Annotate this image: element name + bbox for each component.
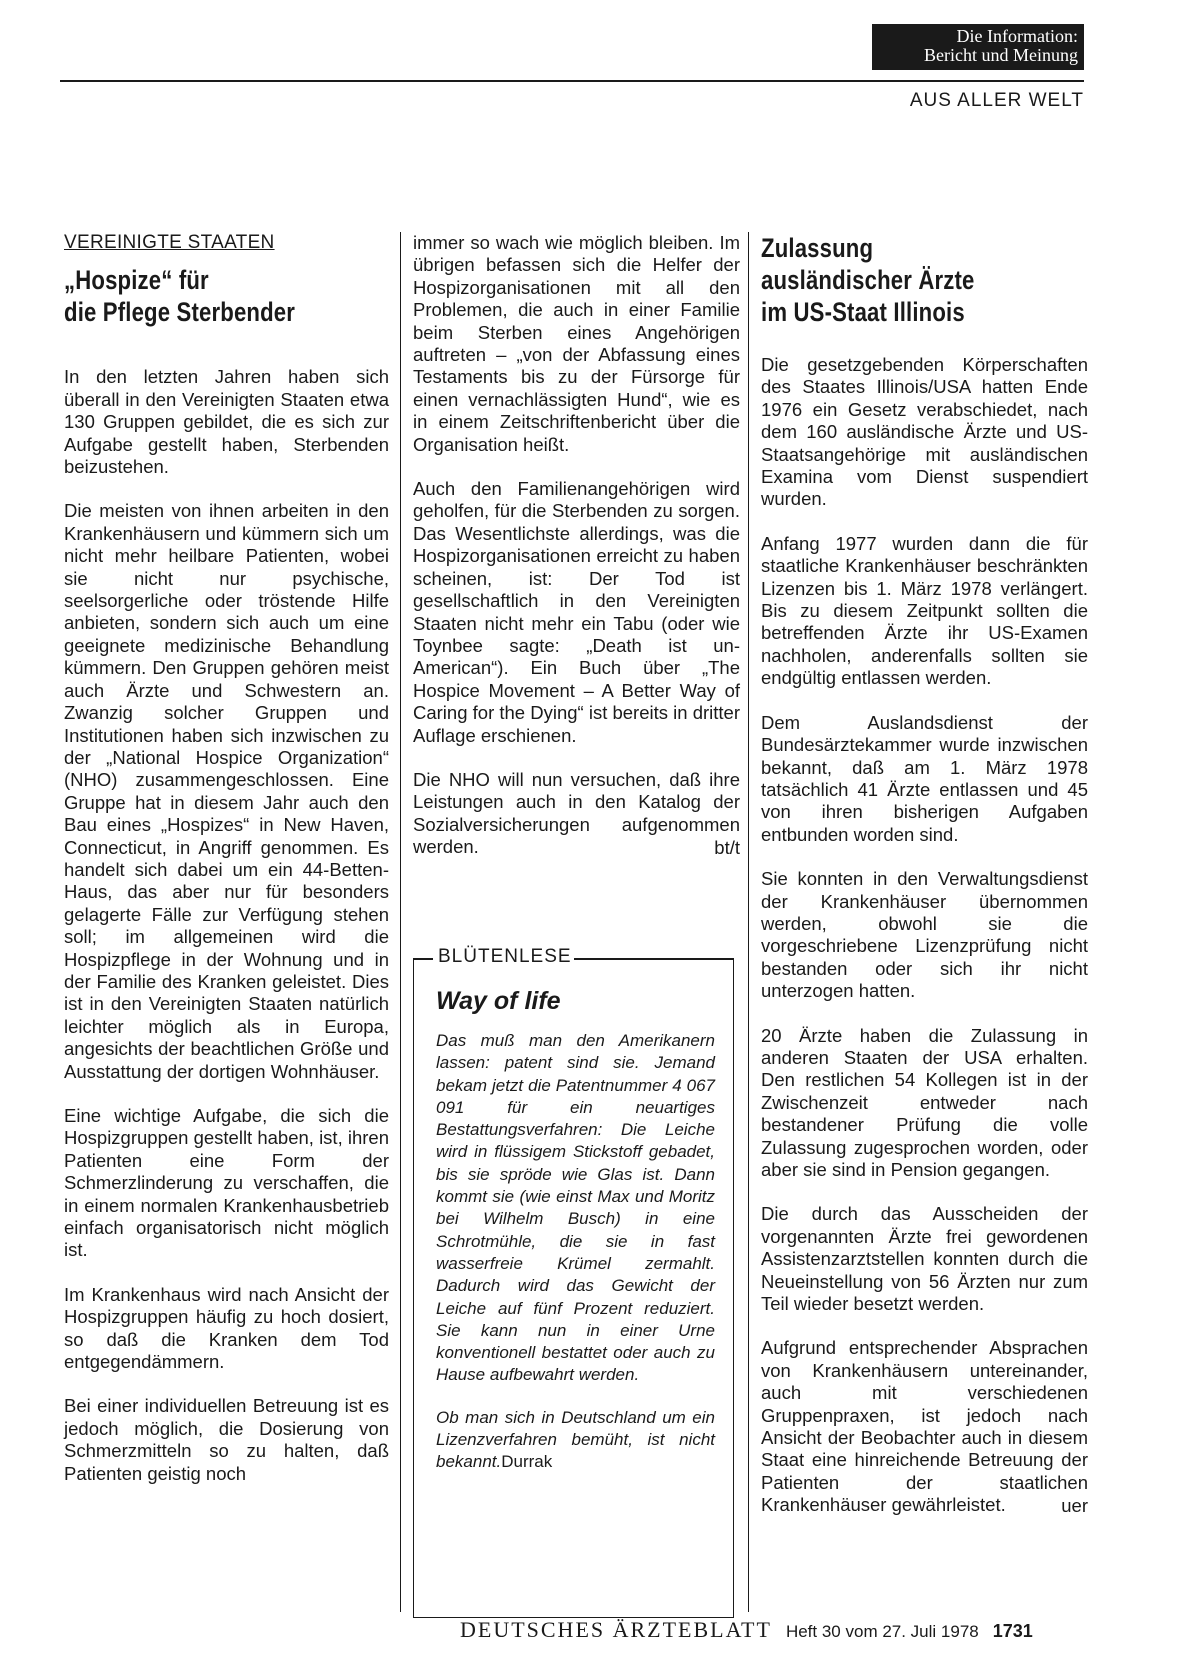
box-label: BLÜTENLESE	[438, 946, 572, 967]
box-paragraph: Das muß man den Amerikanern lassen: patent sind sie. Jemand bekam jetzt die Patentnummer 4 067 091 für ein neuartiges Bestattungsverfahren: Die Leiche wird in flüssigem Stickstoff gebadet, bis sie spröde wie Glas ist. Dann kommt sie (wie einst Max und Moritz bei Wilhelm Busch) in eine Schrotmühle, die sie in fast wasserfreie Krümel zermahlt. Dadurch wird das Gewicht der Leiche auf fünf Prozent reduziert. Sie kann nun in einer Urne konventionell bestattet oder auch zu Hause aufbewahrt werden.	[436, 1031, 715, 1385]
paragraph: Die meisten von ihnen arbeiten in den Krankenhäusern und kümmern sich um nicht mehr heilbare Patienten, wobei sie nicht nur psychische, seelsorgerliche oder tröstende Hilfe anbieten, sondern sich auch um eine geeignete medizinische Behandlung kümmern. Den Gruppen gehören meist auch Ärzte und Schwestern an. Zwanzig solcher Gruppen und Institutionen haben sich inzwischen zu der „National Hospice Organization“ (NHO) zusammengeschlossen. Eine Gruppe hat in diesem Jahr auch den Bau eines „Hospizes“ in New Haven, Connecticut, in Angriff genommen. Es handelt sich dabei um ein 44-Betten-Haus, das aber nur für besonders gelagerte Fälle zur Verfügung stehen soll; im allgemeinen wird die Hospizpflege in der Wohnung und in der Familie des Kranken geleistet. Dies ist in den Vereinigten Staaten natürlich leichter möglich als in Europa, angesichts der beachtlichen Größe und Ausstattung der dortigen Wohnhäuser.	[64, 500, 389, 1082]
signature: uer	[1061, 1494, 1088, 1516]
header-box	[872, 24, 1084, 70]
journal-name: DEUTSCHES ÄRZTEBLATT	[460, 1617, 772, 1642]
paragraph: Sie konnten in den Verwaltungsdienst der Krankenhäuser übernommen werden, obwohl sie die vorgeschriebene Lizenzprüfung nicht bestanden oder sich ihr nicht unterzogen hatten.	[761, 868, 1088, 1002]
box-signature: Durrak	[501, 1452, 553, 1472]
paragraph: In den letzten Jahren haben sich überall in den Vereinigten Staaten etwa 130 Gruppen gebildet, die es sich zur Aufgabe gestellt haben, Sterbenden beizustehen.	[64, 366, 389, 478]
box-paragraph-text: Ob man sich in Deutschland um ein Lizenzverfahren bemüht, ist nicht bekannt.	[436, 1407, 715, 1472]
paragraph: Bei einer individuellen Betreuung ist es jedoch möglich, die Dosierung von Schmerzmitteln so zu halten, daß Patienten geistig noch	[64, 1395, 389, 1484]
paragraph-text: Die NHO will nun versuchen, daß ihre Leistungen auch in den Katalog der Sozialversicherungen aufgenommen werden.	[413, 768, 740, 858]
headline-zulassung	[761, 232, 1088, 328]
column-1	[64, 232, 389, 1485]
paragraph: Die gesetzgebenden Körperschaften des Staates Illinois/USA hatten Ende 1976 ein Gesetz verabschiedet, nach dem 160 ausländische Ärzte und US-Staatsangehörige mit ausländischen Examina vom Dienst suspendiert wurden.	[761, 354, 1088, 510]
column-2	[413, 232, 740, 859]
paragraph: Aufgrund entsprechender Absprachen von Krankenhäusern untereinander, auch mit verschiedenen Gruppenpraxen, ist jedoch nach Ansicht der Beobachter auch in diesem Staat eine hinreichende Betreuung der Patienten der staatlichen Krankenhäuser gewährleistet.	[761, 1337, 1088, 1516]
header-box-line2: Bericht und Meinung	[924, 45, 1078, 65]
paragraph: immer so wach wie möglich bleiben. Im übrigen befassen sich die Helfer der Hospizorganisationen mit all den Problemen, die auch in einer Familie beim Sterben eines Angehörigen auftreten – „von der Abfassung eines Testaments bis zu der Fürsorge für einen vernachlässigten Hund“, wie es in einem Zeitschriftenbericht über die Organisation heißt.	[413, 232, 740, 455]
column-3	[761, 232, 1088, 1517]
section-label: AUS ALLER WELT	[909, 90, 1084, 111]
headline-line2: ausländischer Ärzte	[761, 265, 975, 295]
footer	[460, 1617, 1090, 1643]
page-number: 1731	[992, 1621, 1033, 1641]
header-box-line1: Die Information:	[956, 26, 1078, 46]
headline-hospize	[64, 264, 389, 328]
headline-line1: „Hospize“ für	[64, 265, 209, 296]
column-divider	[400, 232, 401, 1612]
headline-line2: die Pflege Sterbender	[64, 297, 296, 328]
paragraph: Im Krankenhaus wird nach Ansicht der Hospizgruppen häufig zu hoch dosiert, so daß die Kranken dem Tod entgegendämmern.	[64, 1283, 389, 1373]
issue-info: Heft 30 vom 27. Juli 1978	[785, 1622, 979, 1641]
box-title: Way of life	[436, 987, 561, 1015]
box-paragraph	[436, 1407, 715, 1474]
paragraph: 20 Ärzte haben die Zulassung in anderen Staaten der USA erhalten. Den restlichen 54 Kollegen ist in der Zwischenzeit entweder nach bestandener Prüfung die volle Zulassung zugesprochen worden, oder aber sie sind in Pension gegangen.	[761, 1024, 1088, 1180]
column-divider	[748, 232, 749, 1612]
paragraph: Anfang 1977 wurden dann die für staatliche Krankenhäuser beschränkten Lizenzen bis 1. März 1978 verlängert. Bis zu diesem Zeitpunkt sollten die betreffenden Ärzte ihr US-Examen nachholen, anderenfalls sollten sie endgültig entlassen werden.	[761, 532, 1088, 689]
signature: bt/t	[714, 836, 740, 858]
paragraph: Die durch das Ausscheiden der vorgenannten Ärzte frei gewordenen Assistenzarztstellen konnten durch die Neueinstellung von 56 Ärzten nur zum Teil wieder besetzt werden.	[761, 1203, 1088, 1315]
top-rule	[60, 80, 1084, 82]
paragraph: Eine wichtige Aufgabe, die sich die Hospizgruppen gestellt haben, ist, ihren Patienten eine Form der Schmerzlinderung zu verschaffen, die in einem normalen Krankenhausbetrieb einfach organisatorisch nicht möglich ist.	[64, 1105, 389, 1261]
headline-line3: im US-Staat Illinois	[761, 297, 965, 327]
kicker: VEREINIGTE STAATEN	[64, 232, 275, 253]
paragraph: Auch den Familienangehörigen wird geholfen, für die Sterbenden zu sorgen. Das Wesentlichste allerdings, was die Hospizorganisationen erreicht zu haben scheinen, ist: Der Tod ist gesellschaftlich in den Vereinigten Staaten nicht mehr ein Tabu (oder wie Toynbee sagte: „Death ist un-American“). Ein Buch über „The Hospice Movement – A Better Way of Caring for the Dying“ ist bereits in dritter Auflage erschienen.	[413, 478, 740, 746]
bluetenlese-box	[413, 958, 734, 1618]
paragraph: Dem Auslandsdienst der Bundesärztekammer wurde inzwischen bekannt, daß am 1. März 1978 tatsächlich 41 Ärzte entlassen und 45 von ihren bisherigen Aufgaben entbunden worden sind.	[761, 711, 1088, 845]
headline-line1: Zulassung	[761, 233, 874, 263]
